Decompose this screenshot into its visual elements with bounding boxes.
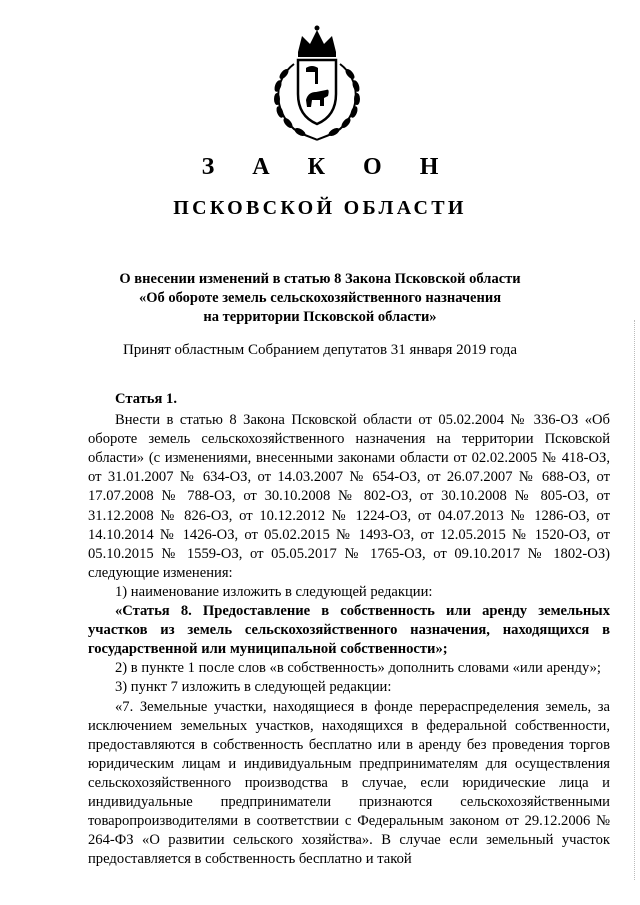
article-title: Статья 1. bbox=[115, 391, 177, 407]
law-subject-line: на территории Псковской области» bbox=[203, 309, 437, 325]
region-title: ПСКОВСКОЙ ОБЛАСТИ bbox=[173, 197, 467, 219]
law-body bbox=[88, 390, 610, 869]
coat-of-arms-icon bbox=[264, 24, 370, 142]
adoption-note: Принят областным Собранием депутатов 31 января 2019 года bbox=[122, 342, 518, 358]
amendment-item: 3) пункт 7 изложить в следующей редакции: bbox=[115, 679, 392, 696]
amendment-text: «Статья 8. Предоставление в собственность или аренду земельных участков из земель сельскохозяйственного назначения, находящихся в государственной или муниципальной собственности»; bbox=[88, 603, 610, 658]
document-type-title: З А К О Н bbox=[201, 154, 455, 180]
law-subject-line: О внесении изменений в статью 8 Закона Псковской области bbox=[119, 271, 521, 287]
law-subject bbox=[80, 270, 560, 327]
amendment-item: 1) наименование изложить в следующей редакции: bbox=[115, 583, 433, 600]
article-intro: Внести в статью 8 Закона Псковской области от 05.02.2004 № 336-ОЗ «Об обороте земель сельскохозяйственного назначения на территории Псковской области» (с изменениями, внесенными законами области от 02.02.2005 № 418-ОЗ, от 31.01.2007 № 634-ОЗ, от 14.03.2007 № 654-ОЗ, от 26.07.2007 № 688-ОЗ, от 17.07.2008 № 788-ОЗ, от 30.10.2008 № 802-ОЗ, от 30.10.2008 № 805-ОЗ, от 31.12.2008 № 826-ОЗ, от 10.12.2012 № 1224-ОЗ, от 04.07.2013 № 1286-ОЗ, от 14.10.2014 № 1426-ОЗ, от 05.02.2015 № 1493-ОЗ, от 12.05.2015 № 1520-ОЗ, от 05.10.2015 № 1559-ОЗ, от 05.05.2017 № 1765-ОЗ, от 09.10.2017 № 1802-ОЗ) следующие изменения: bbox=[88, 412, 610, 581]
amendment-item: 2) в пункте 1 после слов «в собственность» дополнить словами «или аренду»; bbox=[115, 660, 601, 677]
amendment-text: «7. Земельные участки, находящиеся в фонде перераспределения земель, за исключением земельных участков, находящихся в федеральной собственности, предоставляются в собственность бесплатно или в аренду без проведения торгов юридическим лицам и индивидуальным предпринимателям для осуществления сельскохозяйственного производства в случае, если юридические лица и индивидуальные предприниматели признаются сельскохозяйственными товаропроизводителями в соответствии с Федеральным законом от 29.12.2006 № 264-ФЗ «О развитии сельского хозяйства». В случае если земельный участок предоставляется в собственность бесплатно и такой bbox=[88, 698, 610, 868]
law-subject-line: «Об обороте земель сельскохозяйственного назначения bbox=[138, 290, 502, 306]
page-edge-divider bbox=[634, 320, 636, 880]
